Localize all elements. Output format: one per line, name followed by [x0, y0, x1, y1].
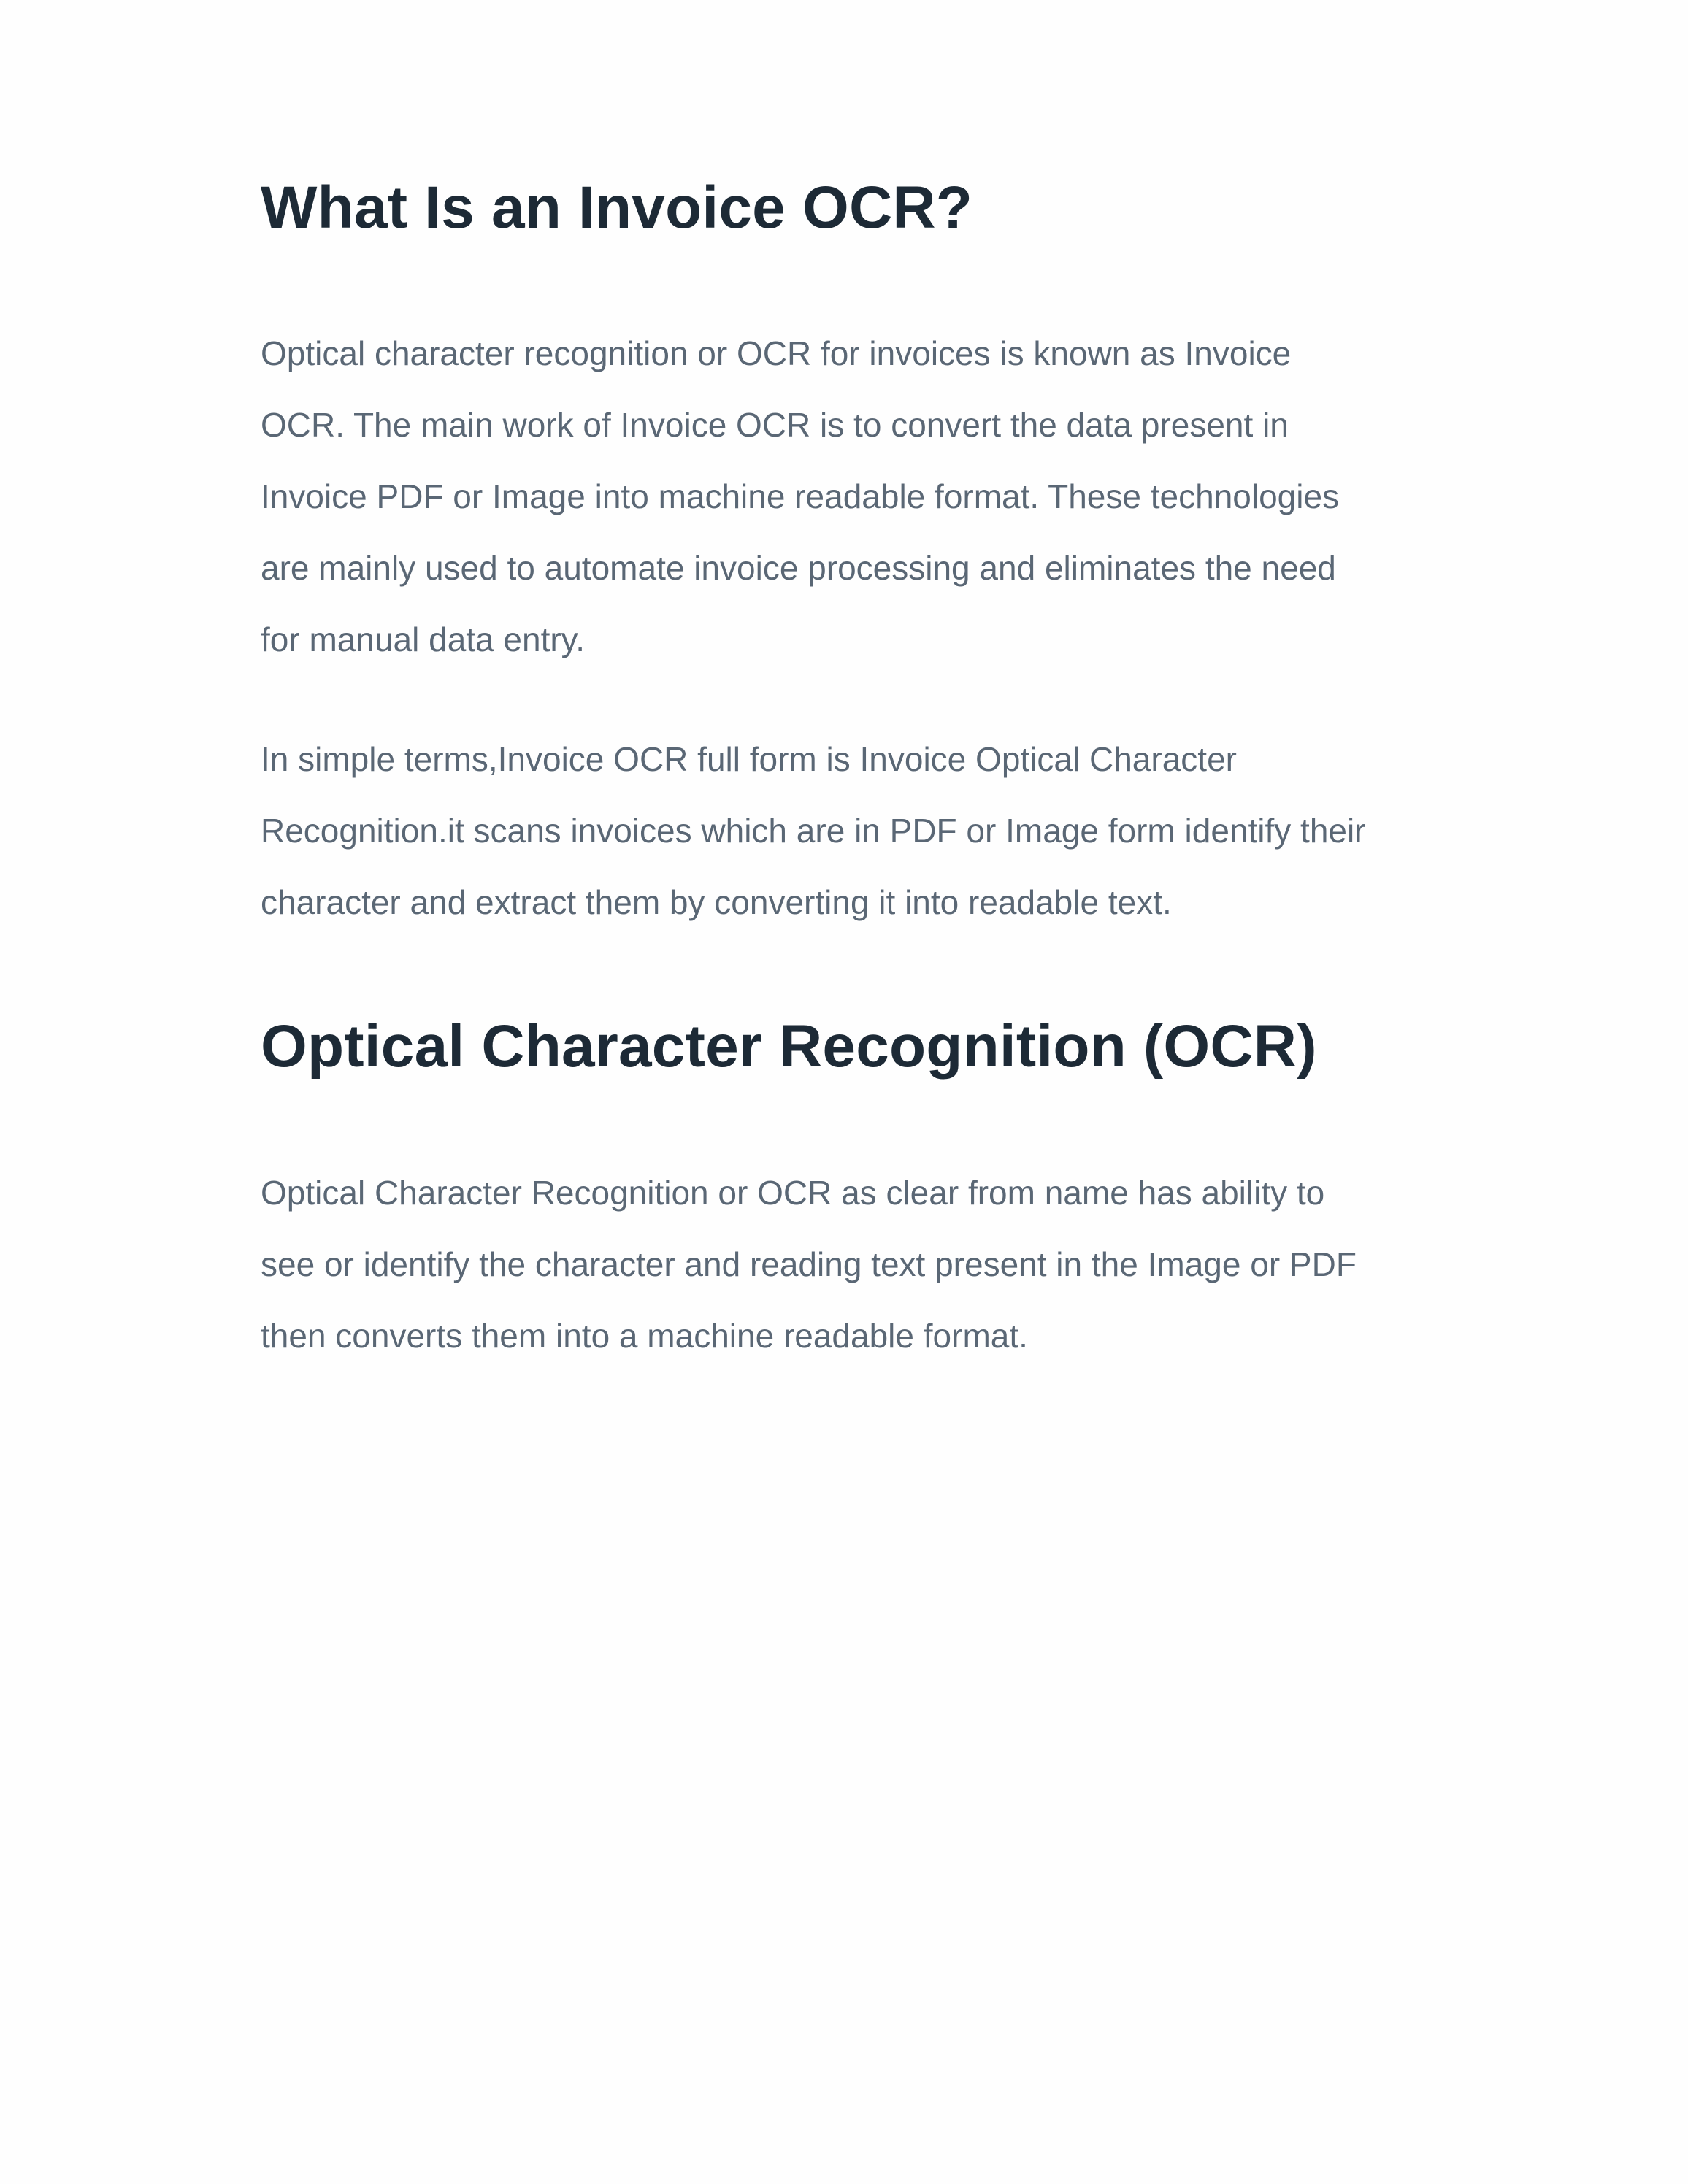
text-line: OCR. The main work of Invoice OCR is to convert the data present in	[261, 406, 1289, 445]
text-line: see or identify the character and reading text present in the Image or PDF	[261, 1245, 1357, 1283]
text-line: Invoice PDF or Image into machine readable format. These technologies	[261, 477, 1340, 516]
text-line: for manual data entry.	[261, 620, 586, 659]
text-line: Optical character recognition or OCR for invoices is known as Invoice	[261, 334, 1292, 373]
text-line: character and extract them by converting it into readable text.	[261, 883, 1172, 922]
heading-what-is-invoice-ocr: What Is an Invoice OCR?	[261, 174, 973, 241]
text-line: Recognition.it scans invoices which are in PDF or Image form identify their	[261, 812, 1366, 850]
text-line: then converts them into a machine readable format.	[261, 1316, 1028, 1355]
text-line: Optical Character Recognition or OCR as clear from name has ability to	[261, 1173, 1325, 1212]
article-content	[261, 172, 1443, 1372]
text-line: In simple terms,Invoice OCR full form is Invoice Optical Character	[261, 740, 1237, 779]
paragraph-simple-terms	[261, 723, 1443, 938]
heading-optical-character-recognition: Optical Character Recognition (OCR)	[261, 1013, 1317, 1080]
paragraph-ocr-explanation	[261, 1157, 1443, 1372]
text-line: are mainly used to automate invoice processing and eliminates the need	[261, 549, 1336, 588]
paragraph-invoice-ocr-definition	[261, 318, 1443, 675]
